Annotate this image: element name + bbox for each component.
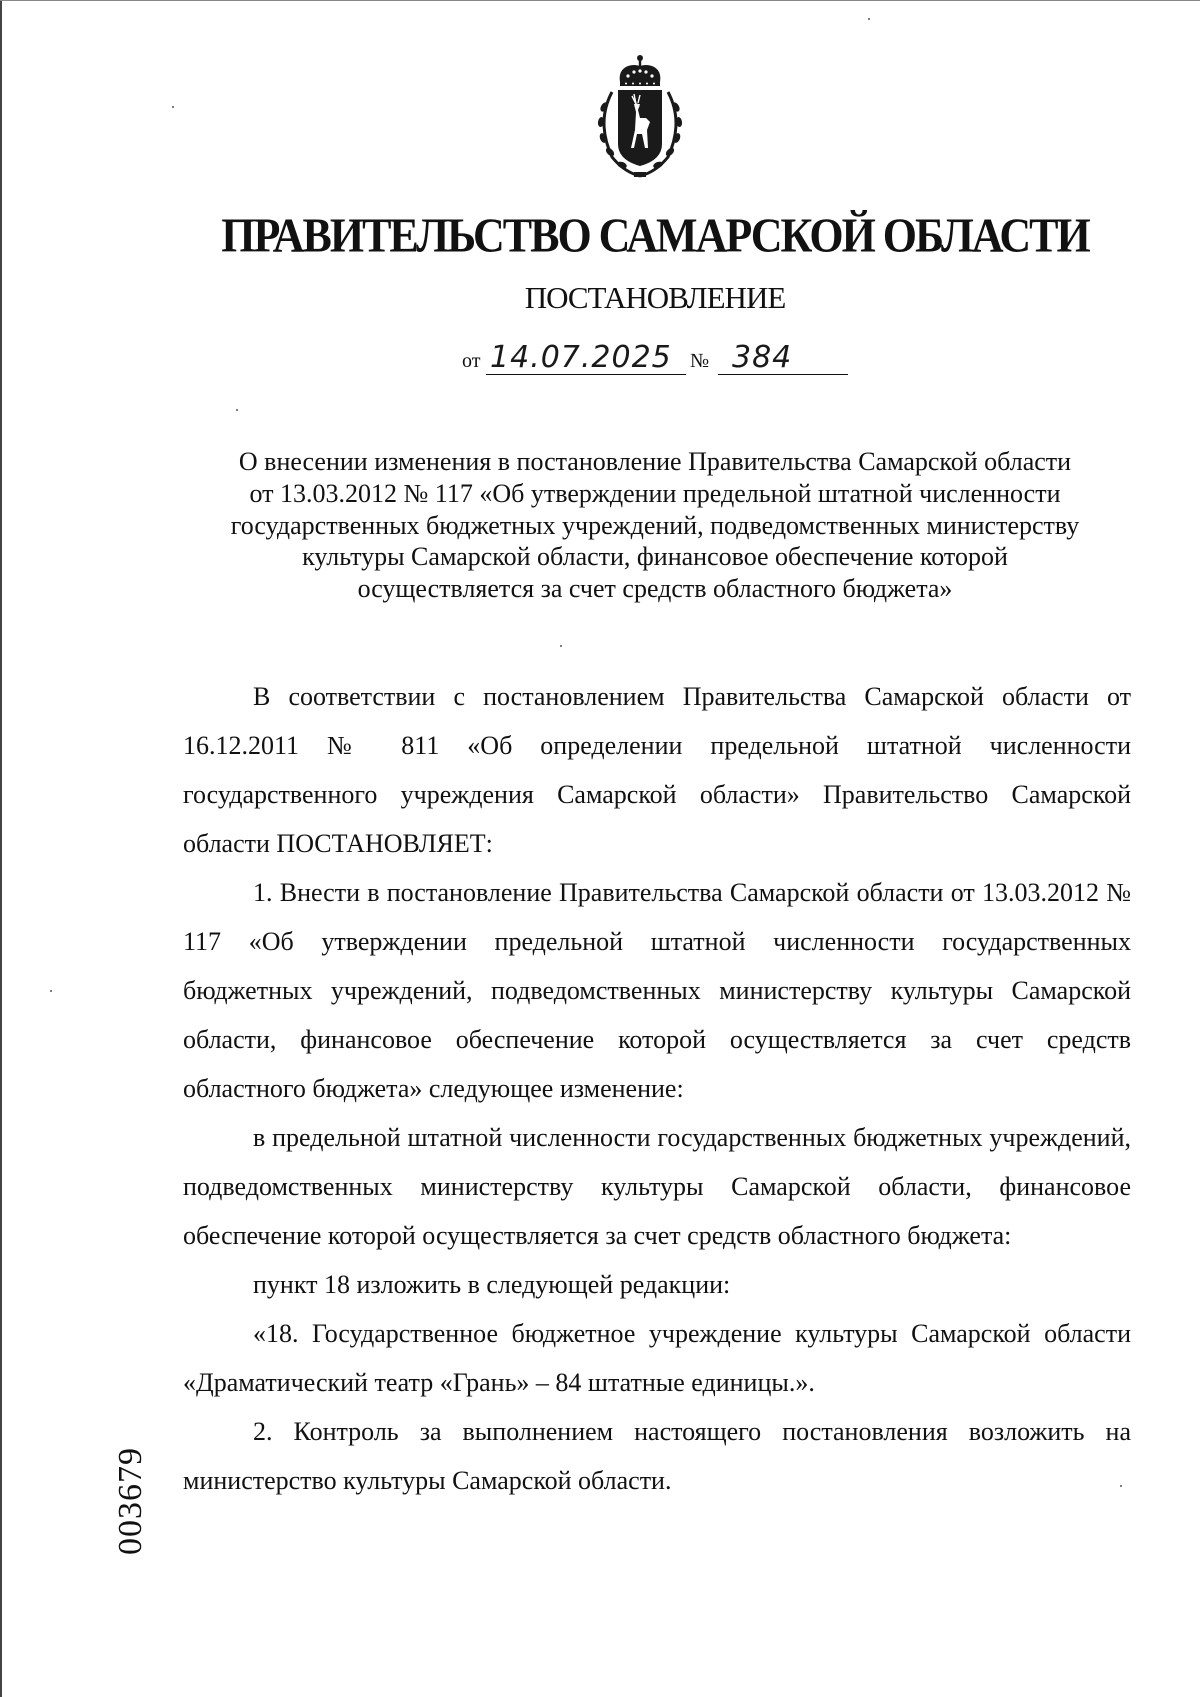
scan-edge-top (0, 0, 1200, 1)
date-number-line (462, 335, 852, 379)
subject-line: культуры Самарской области, финансовое обеспечение которой (302, 542, 1008, 572)
document-subject (170, 446, 1140, 605)
document-body (183, 672, 1131, 1505)
paragraph-preamble: В соответствии с постановлением Правительства Самарской области от 16.12.2011 № 811 «Об определении предельной штатной численности государственного учреждения Самарской области» Правительство Самарской области ПОСТАНОВЛЯЕТ: (183, 682, 1131, 858)
scan-speck (172, 106, 174, 108)
serial-number-text: 003679 (112, 1447, 149, 1555)
paragraph-item-2: 2. Контроль за выполнением настоящего постановления возложить на министерство культуры Самарской области. (183, 1417, 1131, 1495)
subject-line: от 13.03.2012 № 117 «Об утверждении предельной штатной численности (249, 478, 1061, 508)
document-type: ПОСТАНОВЛЕНИЕ (524, 280, 786, 315)
handwritten-date: 14.07.2025 (490, 340, 672, 375)
handwritten-number: 384 (732, 340, 793, 375)
coat-of-arms-emblem (590, 52, 690, 182)
number-prefix: № (690, 350, 710, 372)
paragraph-new-wording: «18. Государственное бюджетное учреждение культуры Самарской области «Драматический театр «Грань» – 84 штатные единицы.». (183, 1319, 1131, 1397)
paragraph-item-1: 1. Внести в постановление Правительства Самарской области от 13.03.2012 № 117 «Об утверждении предельной штатной численности государственных бюджетных учреждений, подведомственных министерству культуры Самарской области, финансовое обеспечение которой осуществляется за счет средств областного бюджета» следующее изменение: (183, 878, 1131, 1103)
scan-speck (236, 409, 238, 411)
paragraph-point-18: пункт 18 изложить в следующей редакции: (253, 1270, 731, 1299)
subject-line: государственных бюджетных учреждений, подведомственных министерству (230, 510, 1080, 540)
date-prefix: от (462, 350, 481, 372)
scan-speck (50, 990, 52, 992)
scan-speck (560, 645, 562, 647)
scan-speck (1120, 1485, 1122, 1487)
paragraph-amendment: в предельной штатной численности государственных бюджетных учреждений, подведомственных министерству культуры Самарской области, финансовое обеспечение которой осуществляется за счет средств областного бюджета: (183, 1123, 1131, 1250)
subject-line: О внесении изменения в постановление Правительства Самарской области (238, 447, 1072, 476)
subject-line: осуществляется за счет средств областного бюджета» (357, 574, 953, 604)
scan-speck (868, 18, 870, 20)
government-title: ПРАВИТЕЛЬСТВО САМАРСКОЙ ОБЛАСТИ (221, 208, 1089, 263)
